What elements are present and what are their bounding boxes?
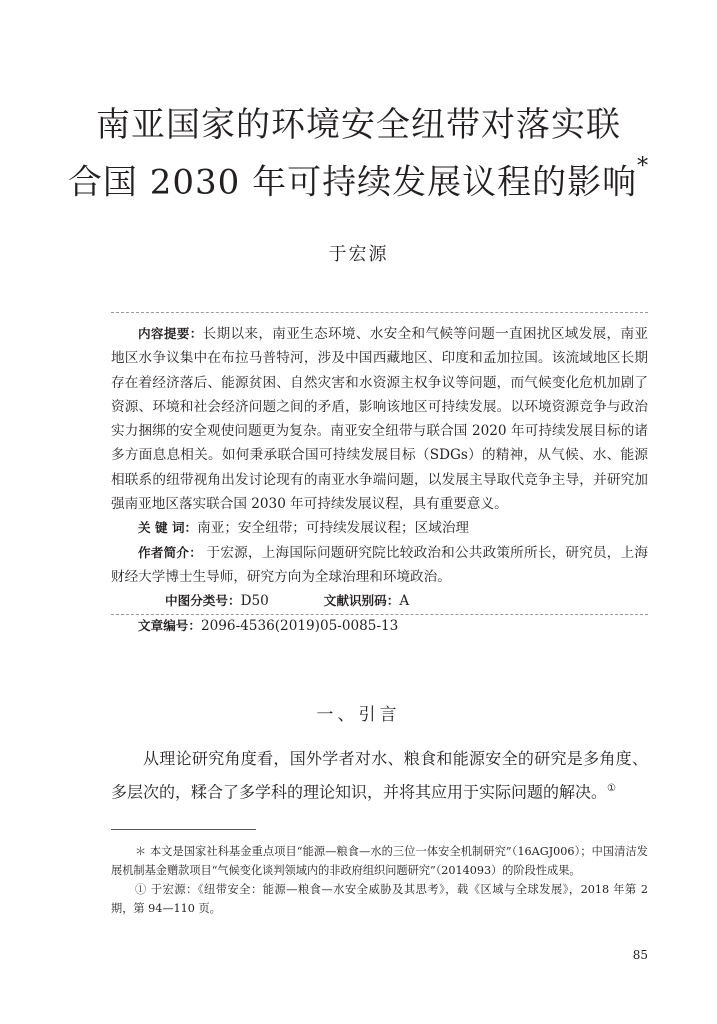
keywords-label: 关 键 词： bbox=[138, 520, 198, 536]
footnote-funding: ＊ 本文是国家社科基金重点项目“能源—粮食—水的三位一体安全机制研究”（16AGJ006）；中国清洁发展机制基金赠款项目“气候变化谈判领域内的非政府组织问题研究”（2014093）的阶段性成果。 bbox=[111, 845, 648, 877]
author-name: 于宏源 bbox=[328, 244, 389, 265]
author-bio-text: 于宏源，上海国际问题研究院比较政治和公共政策所所长，研究员，上海财经大学博士生导师，研究方向为全球治理和环境政治。 bbox=[111, 544, 648, 585]
doc-code-label: 文献识别码： bbox=[323, 593, 400, 609]
body-paragraph bbox=[111, 744, 648, 807]
title-line-1: 南亚国家的环境安全纽带对落实联 bbox=[96, 105, 621, 145]
doc-code-value: A bbox=[399, 593, 410, 610]
doc-code-field bbox=[297, 589, 409, 613]
footnote-1: ① 于宏源：《纽带安全：能源—粮食—水安全威胁及其思考》，载《区域与全球发展》，2018 年第 2 期，第 94—110 页。 bbox=[111, 883, 648, 915]
author-bio-label: 作者简介： bbox=[138, 544, 203, 560]
title-line-2 bbox=[0, 150, 717, 207]
article-number-value: 2096-4536(2019)05-0085-13 bbox=[200, 617, 399, 634]
author-bio bbox=[111, 541, 648, 590]
article-number-label: 文章编号： bbox=[138, 617, 201, 633]
top-divider bbox=[111, 312, 648, 313]
keywords-line bbox=[111, 516, 648, 540]
page-number: 85 bbox=[632, 948, 648, 962]
clc-value: D50 bbox=[240, 593, 269, 610]
article-number-field bbox=[111, 614, 398, 638]
body-paragraph-text: 从理论研究角度看，国外学者对水、粮食和能源安全的研究是多角度、多层次的，糅合了多学科的理论知识，并将其应用于实际问题的解决。 bbox=[111, 749, 648, 802]
abstract-text: 长期以来，南亚生态环境、水安全和气候等问题一直困扰区域发展，南亚地区水争议集中在布拉马普特河，涉及中国西藏地区、印度和孟加拉国。该流域地区长期存在着经济落后、能源贫困、自然灾害和水资源主权争议等问题，而气候变化危机加剧了资源、环境和社会经济问题之间的矛盾，影响该地区可持续发展。以环境资源竞争与政治实力捆绑的安全观使问题更为复杂。南亚安全纽带与联合国 2020 年可持续发展目标的诸多方面息息相关。如何秉承联合国可持续发展目标（SDGs）的精神，从气候、水、能源相联系的纽带视角出发讨论现有的南亚水争端问题，以发展主导取代竞争主导，并研究加强南亚地区落实联合国 2030 年可持续发展议程，具有重要意义。 bbox=[111, 326, 648, 513]
abstract-label: 内容提要： bbox=[138, 326, 203, 341]
article-title bbox=[0, 100, 717, 207]
footnote-ref: ① bbox=[607, 783, 616, 794]
keywords-text: 南亚；安全纽带；可持续发展议程；区域治理 bbox=[197, 520, 470, 537]
abstract-block bbox=[111, 322, 648, 638]
section-heading: 一、引言 bbox=[316, 705, 401, 725]
footnotes bbox=[111, 842, 648, 918]
title-line-2-text: 合国 2030 年可持续发展议程的影响 bbox=[67, 162, 638, 203]
abstract-paragraph bbox=[111, 322, 648, 516]
title-footnote-mark: * bbox=[637, 154, 650, 179]
bottom-divider bbox=[111, 614, 648, 615]
clc-label: 中图分类号： bbox=[165, 593, 241, 609]
clc-field bbox=[138, 589, 269, 613]
footnote-divider bbox=[111, 829, 256, 830]
body-text bbox=[111, 744, 648, 807]
